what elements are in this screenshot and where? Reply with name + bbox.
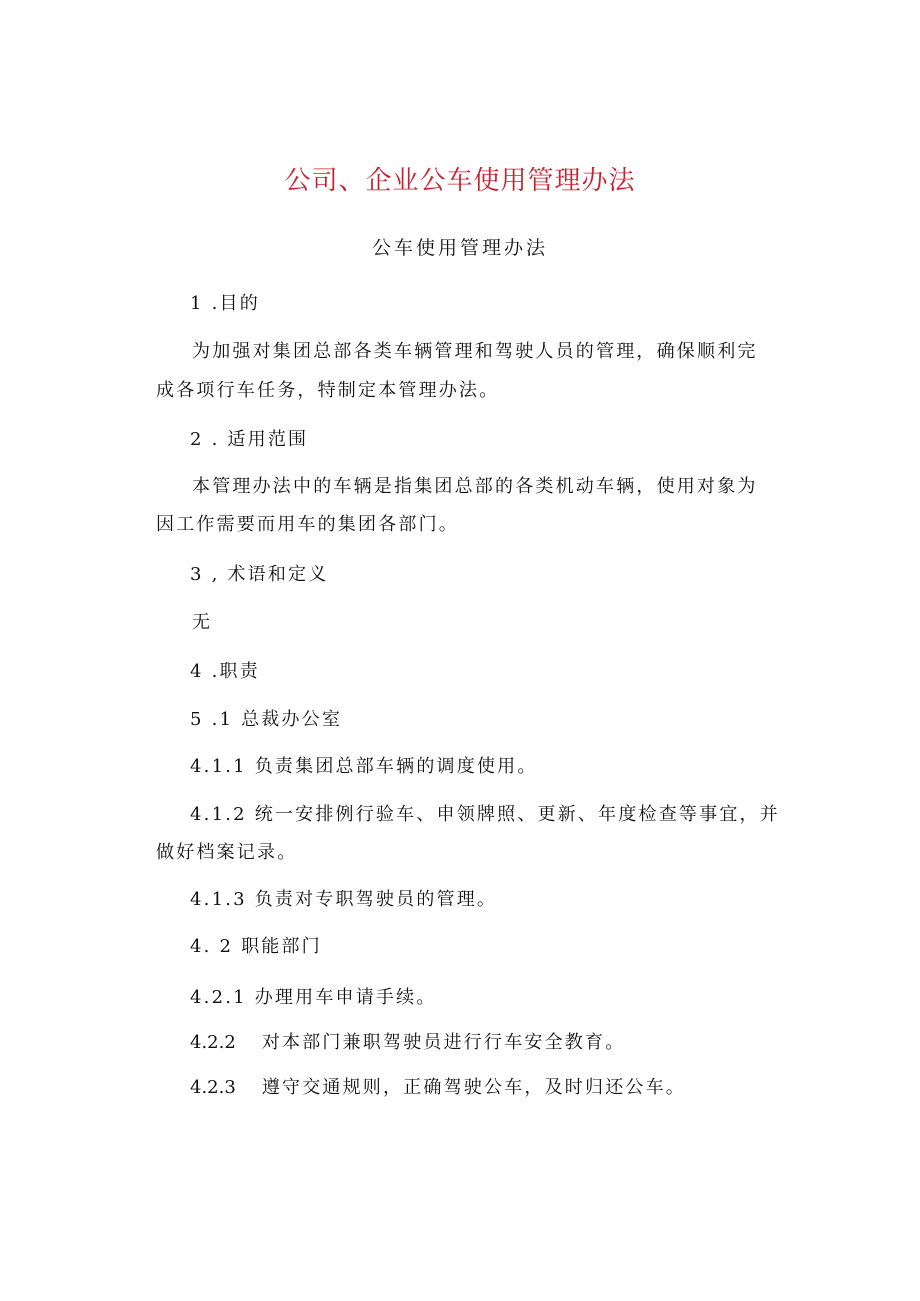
item-number: 4.2.3 — [190, 1077, 236, 1098]
paragraph-line: 本管理办法中的车辆是指集团总部的各类机动车辆，使用对象为 — [192, 476, 758, 497]
paragraph-line: 为加强对集团总部各类车辆管理和驾驶人员的管理，确保顺利完 — [192, 341, 758, 362]
section-heading-duties: 4 .职责 — [190, 661, 260, 682]
paragraph-line: 无 — [192, 612, 213, 633]
paragraph-line: 做好档案记录。 — [156, 842, 298, 863]
item-text: 对本部门兼职驾驶员进行行车安全教育。 — [261, 1032, 626, 1053]
subsection-heading: 5 .1 总裁办公室 — [190, 709, 343, 730]
subsection-heading: 4. 2 职能部门 — [190, 936, 322, 957]
list-item: 4.1.1 负责集团总部车辆的调度使用。 — [190, 756, 538, 777]
list-item: 4.2.1 办理用车申请手续。 — [190, 987, 437, 1008]
section-heading-scope: 2 . 适用范围 — [190, 429, 309, 450]
item-number: 4.2.2 — [190, 1032, 236, 1053]
paragraph-line: 成各项行车任务，特制定本管理办法。 — [156, 380, 500, 401]
paragraph-line: 因工作需要而用车的集团各部门。 — [156, 514, 459, 535]
document-title: 公司、企业公车使用管理办法 — [284, 166, 636, 196]
list-item: 4.1.3 负责对专职驾驶员的管理。 — [190, 889, 498, 910]
document-subtitle: 公车使用管理办法 — [371, 237, 548, 259]
item-text: 遵守交通规则，正确驾驶公车，及时归还公车。 — [261, 1077, 687, 1098]
section-heading-purpose: 1 .目的 — [190, 293, 260, 314]
section-heading-terms: 3 , 术语和定义 — [190, 564, 329, 585]
list-item — [190, 1028, 625, 1054]
list-item: 4.1.2 统一安排例行验车、申领牌照、更新、年度检查等事宜，并 — [190, 804, 780, 825]
list-item — [190, 1073, 686, 1099]
